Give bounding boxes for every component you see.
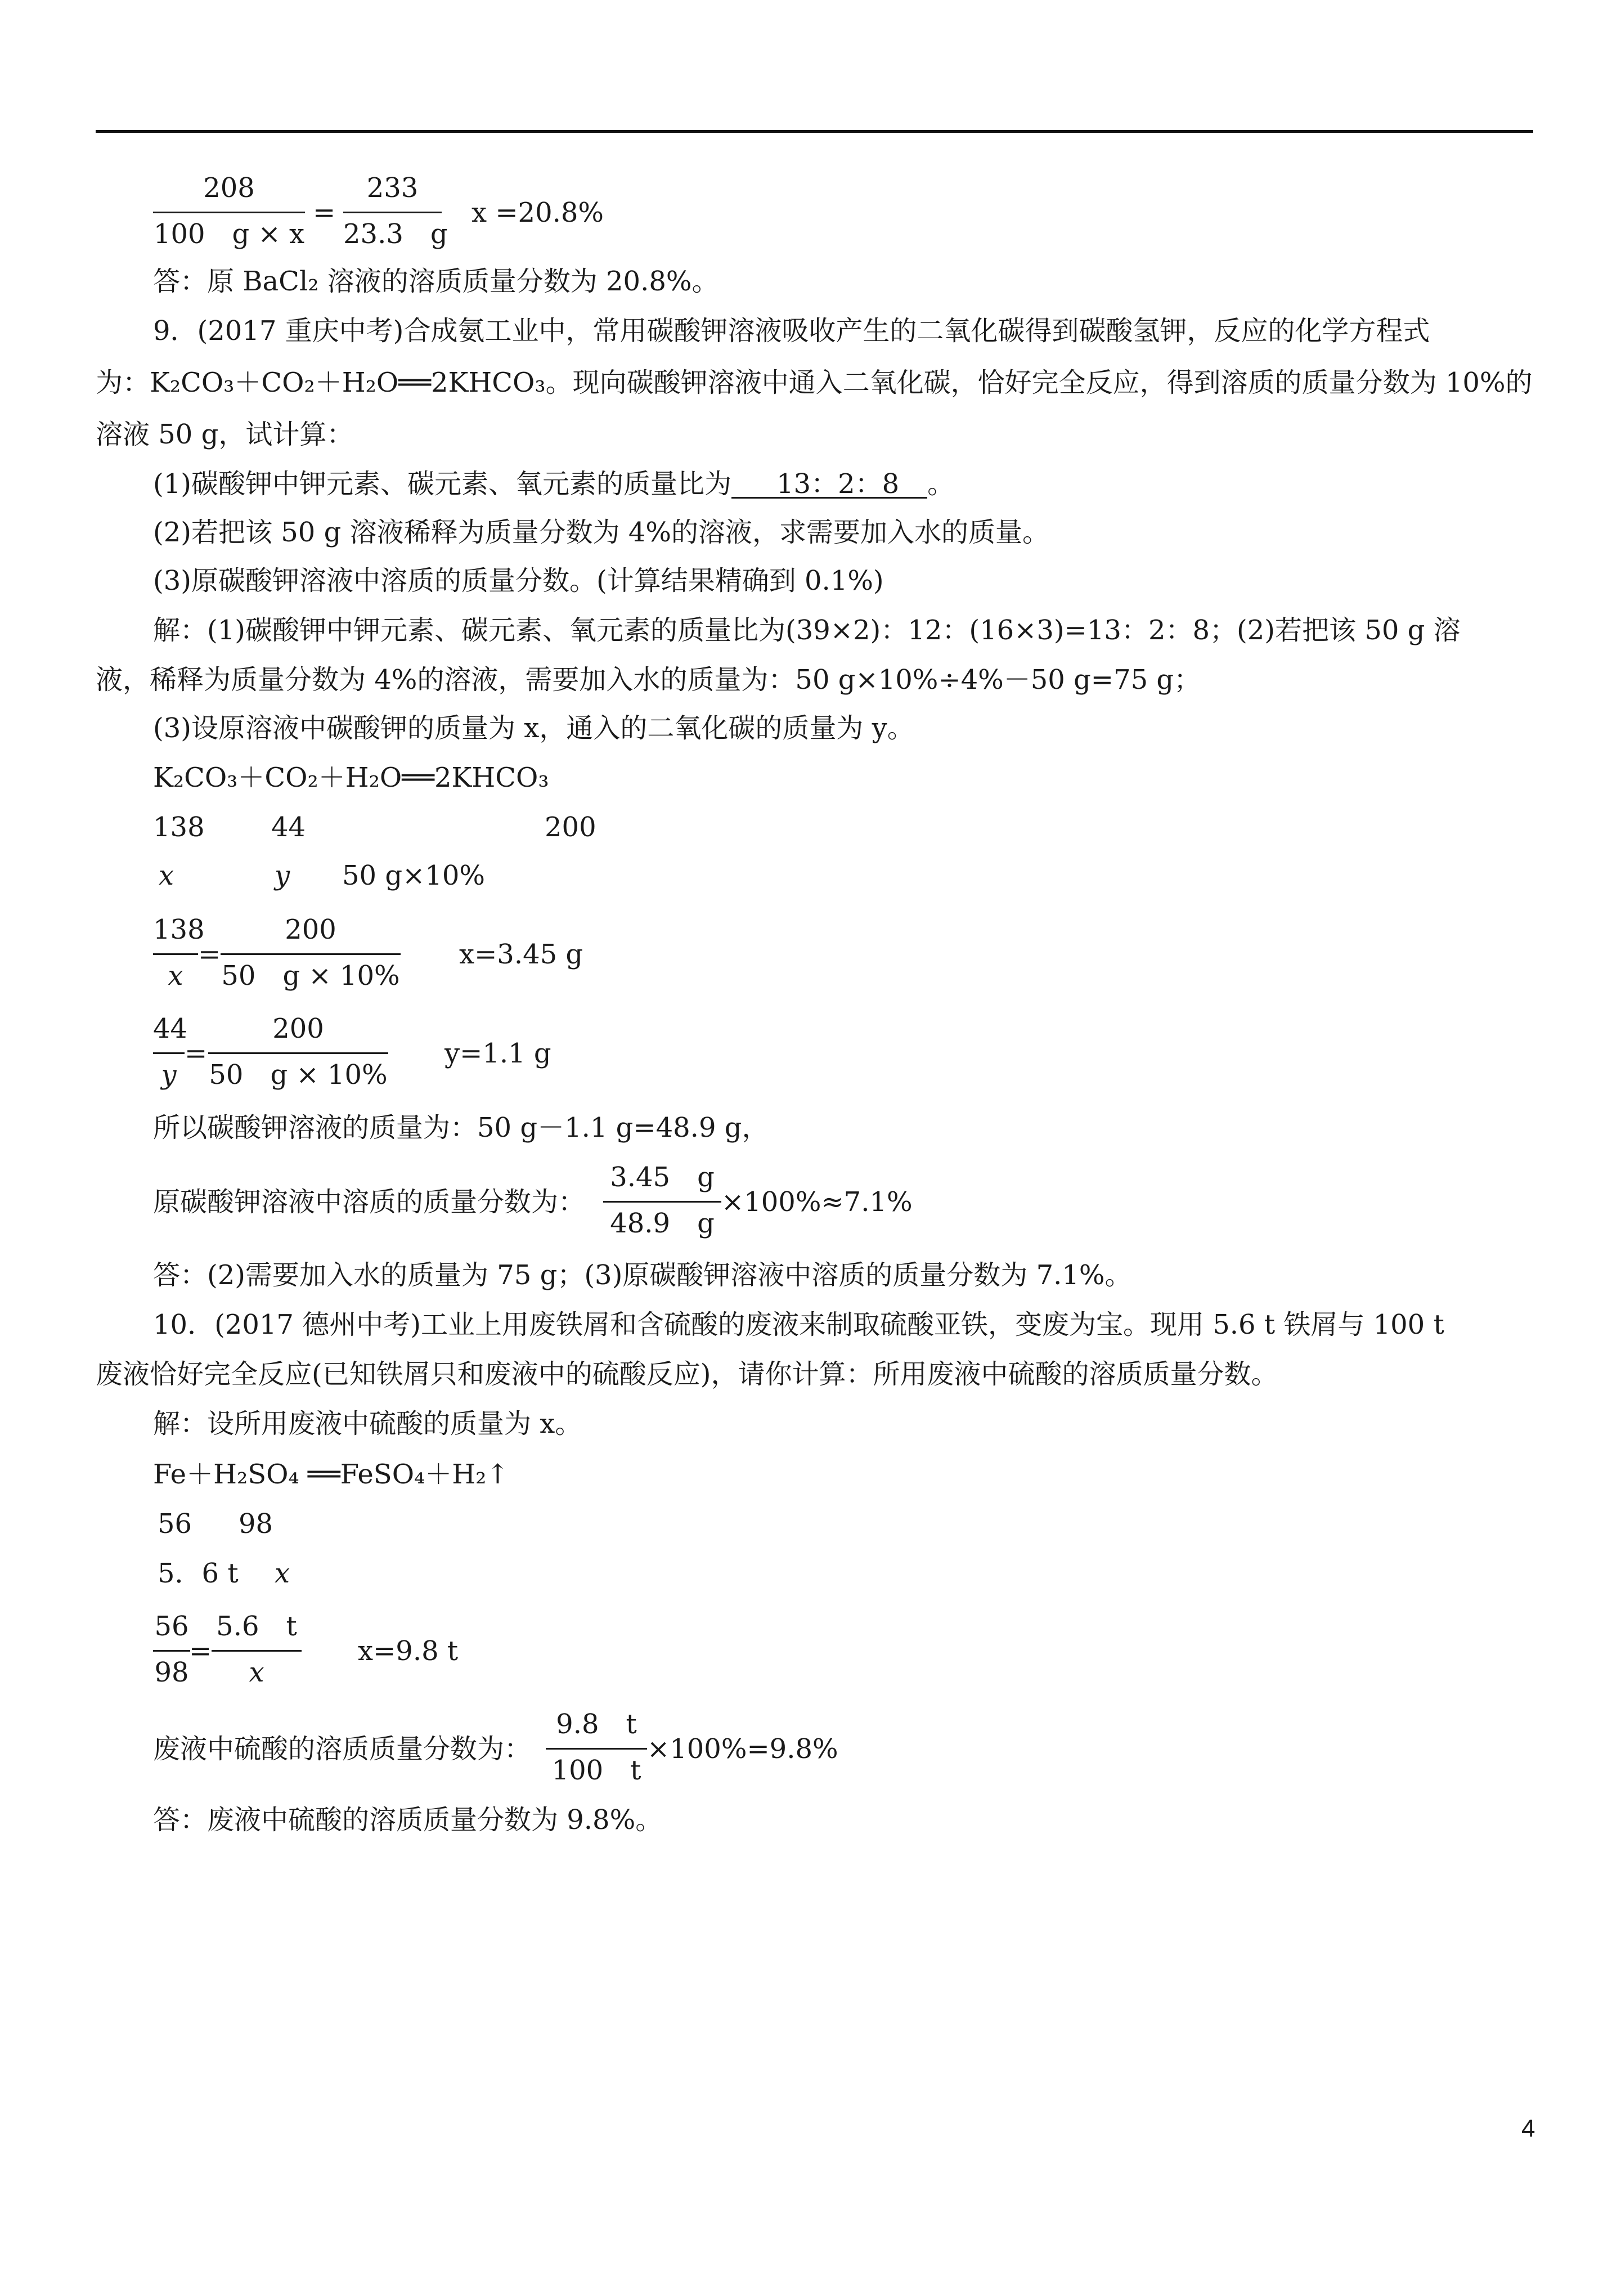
solution-line: 解：设所用废液中硫酸的质量为 x。 (153, 1408, 582, 1440)
molar-mass: 200 (545, 811, 596, 843)
molar-mass: 138 (153, 811, 205, 843)
denominator: x (168, 960, 183, 992)
question-9-line: 溶液 50 g，试计算： (96, 419, 354, 450)
numerator: 138 (153, 914, 205, 945)
denominator: 98 (154, 1657, 189, 1688)
molar-mass: 98 (239, 1508, 273, 1540)
answer-blank: 13：2：8 (731, 467, 927, 501)
variable: y (275, 860, 290, 891)
solution-line: (3)设原溶液中碳酸钾的质量为 x，通入的二氧化碳的质量为 y。 (153, 712, 914, 744)
fraction-label: 废液中硫酸的溶质质量分数为： (153, 1733, 532, 1765)
numerator: 44 (153, 1013, 188, 1044)
variable: x (159, 860, 174, 891)
header-rule (96, 130, 1533, 133)
numerator: 9.8 t (556, 1708, 637, 1740)
equals-sign: = (189, 1635, 212, 1667)
fraction-bar (153, 953, 198, 955)
denominator: 100 g × x (153, 218, 305, 250)
denominator: 50 g × 10% (221, 960, 400, 992)
equation-result: y=1.1 g (444, 1038, 551, 1069)
fraction-bar (603, 1201, 721, 1203)
solution-line: 液，稀释为质量分数为 4%的溶液，需要加入水的质量为：50 g×10%÷4%－50 g=75 g； (96, 664, 1201, 696)
molar-mass: 44 (271, 811, 306, 843)
denominator: 23.3 g (343, 218, 448, 250)
denominator: 48.9 g (610, 1208, 715, 1239)
numerator: 5.6 t (216, 1611, 297, 1642)
fraction-bar (546, 1748, 647, 1750)
sub-question-3: (3)原碳酸钾溶液中溶质的质量分数。(计算结果精确到 0.1%) (153, 565, 884, 597)
variable: 5．6 t (158, 1558, 239, 1589)
numerator: 200 (285, 914, 336, 945)
chemical-equation: K₂CO₃＋CO₂＋H₂O══2KHCO₃ (153, 762, 549, 793)
variable: x (275, 1558, 290, 1589)
molar-mass: 56 (158, 1508, 192, 1540)
numerator: 233 (366, 172, 419, 204)
sub-question-text: (1)碳酸钾中钾元素、碳元素、氧元素的质量比为 (153, 468, 731, 500)
equation-result: x =20.8% (472, 197, 604, 228)
equals-sign: = (198, 939, 221, 970)
equation-result: ×100%=9.8% (647, 1733, 838, 1765)
denominator: 50 g × 10% (209, 1059, 388, 1091)
numerator: 208 (203, 172, 255, 204)
period: 。 (927, 468, 955, 500)
denominator: 100 t (551, 1755, 641, 1786)
solution-line: 解：(1)碳酸钾中钾元素、碳元素、氧元素的质量比为(39×2)：12：(16×3)=13：2：8；(2)若把该 50 g 溶 (153, 615, 1461, 646)
fraction-bar (153, 212, 305, 213)
equation-result: x=9.8 t (358, 1635, 459, 1667)
denominator: y (161, 1059, 177, 1091)
equation-result: x=3.45 g (459, 939, 583, 970)
numerator: 56 (154, 1611, 189, 1642)
question-10-line: 10．(2017 德州中考)工业上用废铁屑和含硫酸的废液来制取硫酸亚铁，变废为宝。现用 5.6 t 铁屑与 100 t (153, 1309, 1444, 1340)
sub-question-1 (153, 467, 954, 501)
sub-question-2: (2)若把该 50 g 溶液稀释为质量分数为 4%的溶液，求需要加入水的质量。 (153, 517, 1049, 548)
variable: 50 g×10% (342, 860, 485, 891)
solution-line: 所以碳酸钾溶液的质量为：50 g－1.1 g=48.9 g， (153, 1112, 769, 1143)
equation-result: ×100%≈7.1% (721, 1186, 913, 1218)
answer-line: 答：原 BaCl₂ 溶液的溶质质量分数为 20.8%。 (153, 266, 719, 297)
question-9-line: 为：K₂CO₃＋CO₂＋H₂O══2KHCO₃。现向碳酸钾溶液中通入二氧化碳，恰好完全反应，得到溶质的质量分数为 10%的 (96, 367, 1533, 398)
fraction-bar (212, 1650, 302, 1652)
question-9-line: 9．(2017 重庆中考)合成氨工业中，常用碳酸钾溶液吸收产生的二氧化碳得到碳酸氢钾，反应的化学方程式 (153, 315, 1430, 347)
equals-sign: = (185, 1038, 208, 1069)
answer-line: 答：(2)需要加入水的质量为 75 g；(3)原碳酸钾溶液中溶质的质量分数为 7.1%。 (153, 1259, 1132, 1291)
denominator: x (249, 1657, 264, 1688)
chemical-equation: Fe＋H₂SO₄ ══FeSO₄＋H₂↑ (153, 1459, 509, 1490)
question-10-line: 废液恰好完全反应(已知铁屑只和废液中的硫酸反应)，请你计算：所用废液中硫酸的溶质质量分数。 (96, 1358, 1278, 1390)
numerator: 200 (272, 1013, 324, 1044)
numerator: 3.45 g (610, 1162, 715, 1193)
fraction-bar (221, 953, 401, 955)
fraction-label: 原碳酸钾溶液中溶质的质量分数为： (153, 1186, 586, 1218)
equals-sign: = (313, 197, 336, 228)
page-number: 4 (1521, 2115, 1535, 2142)
fraction-bar (153, 1052, 185, 1054)
fraction-bar (343, 212, 442, 213)
answer-line: 答：废液中硫酸的溶质质量分数为 9.8%。 (153, 1804, 663, 1836)
fraction-bar (208, 1052, 388, 1054)
fraction-bar (153, 1650, 190, 1652)
